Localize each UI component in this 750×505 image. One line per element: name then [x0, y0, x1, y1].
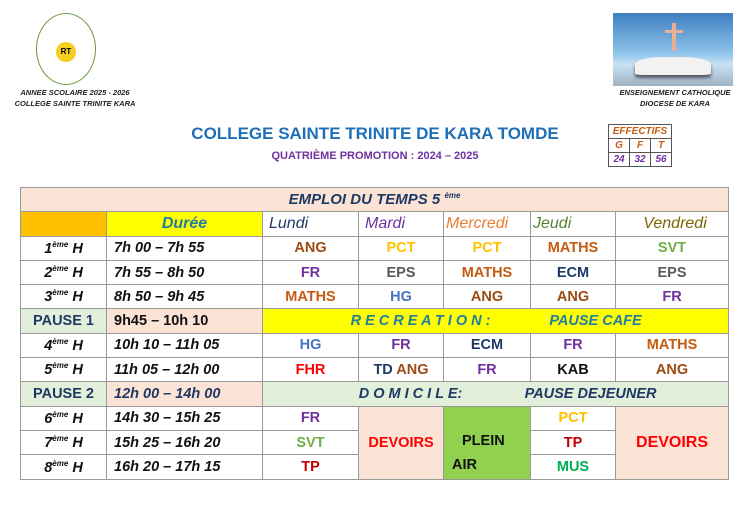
devoirs-cell: DEVOIRS: [359, 406, 444, 479]
subject-cell: PCT: [531, 406, 616, 430]
subject-cell: FR: [359, 333, 444, 357]
subject-cell: FR: [263, 260, 359, 284]
subject-cell: MATHS: [444, 260, 531, 284]
time-slot: 11h 05 – 12h 00: [107, 358, 263, 382]
subject-cell: FR: [263, 406, 359, 430]
hour-label: 6ème H: [21, 406, 107, 430]
hour-label: 3ème H: [21, 285, 107, 309]
recreation-banner: R E C R E A T I O N : PAUSE CAFE: [263, 309, 729, 333]
subject-cell: ANG: [531, 285, 616, 309]
time-slot: 14h 30 – 15h 25: [107, 406, 263, 430]
subject-cell: HG: [263, 333, 359, 357]
cross-bar: [665, 30, 683, 33]
time-slot: 16h 20 – 17h 15: [107, 455, 263, 479]
hour-label: 7ème H: [21, 430, 107, 454]
time-slot: 8h 50 – 9h 45: [107, 285, 263, 309]
hour-label: 8ème H: [21, 455, 107, 479]
effectif-col: F: [630, 139, 651, 153]
effectif-value: 24: [609, 153, 630, 167]
time-slot: 10h 10 – 11h 05: [107, 333, 263, 357]
pause1-label: PAUSE 1: [21, 309, 107, 333]
corner-cell: [21, 212, 107, 236]
timetable-title: EMPLOI DU TEMPS 5 $^{ème}$: [21, 188, 729, 212]
duree-header: Durée: [107, 212, 263, 236]
time-slot: 15h 25 – 16h 20: [107, 430, 263, 454]
page-subtitle: QUATRIÈME PROMOTION : 2024 – 2025: [271, 150, 479, 162]
school-logo: [36, 13, 96, 85]
domicile-banner: D O M I C I L E: PAUSE DEJEUNER: [263, 382, 729, 406]
hour-label: 2ème H: [21, 260, 107, 284]
effectif-col: G: [609, 139, 630, 153]
timetable: [20, 187, 729, 480]
subject-cell: HG: [359, 285, 444, 309]
pause1-time: 9h45 – 10h 10: [107, 309, 263, 333]
subject-cell: ECM: [531, 260, 616, 284]
subject-cell: FHR: [263, 358, 359, 382]
diocese-line2: DIOCESE DE KARA: [639, 99, 710, 108]
pause2-time: 12h 00 – 14h 00: [107, 382, 263, 406]
cross-icon: [672, 23, 676, 51]
day-header: Vendredi: [616, 212, 729, 236]
subject-cell: EPS: [359, 260, 444, 284]
logo-monogram: RT: [56, 42, 76, 62]
effectifs-label: EFFECTIFS: [609, 125, 672, 139]
subject-cell: FR: [616, 285, 729, 309]
book-icon: [635, 57, 711, 75]
day-header: Mercredi: [444, 212, 531, 236]
subject-cell: ANG: [444, 285, 531, 309]
plein-air-cell: PLEIN AIR: [444, 406, 531, 479]
time-slot: 7h 00 – 7h 55: [107, 236, 263, 260]
hour-label: 5ème H: [21, 358, 107, 382]
effectifs-table: [608, 124, 672, 167]
subject-cell: FR: [531, 333, 616, 357]
pause2-label: PAUSE 2: [21, 382, 107, 406]
subject-cell: MATHS: [531, 236, 616, 260]
subject-cell: PCT: [444, 236, 531, 260]
subject-cell: EPS: [616, 260, 729, 284]
day-header: Mardi: [359, 212, 444, 236]
hour-label: 1ème H: [21, 236, 107, 260]
subject-cell: TP: [263, 455, 359, 479]
subject-cell: MATHS: [263, 285, 359, 309]
day-header: Lundi: [263, 212, 359, 236]
subject-cell: KAB: [531, 358, 616, 382]
subject-cell: TP: [531, 430, 616, 454]
time-slot: 7h 55 – 8h 50: [107, 260, 263, 284]
hour-label: 4ème H: [21, 333, 107, 357]
subject-cell: MATHS: [616, 333, 729, 357]
day-header: Jeudi: [531, 212, 616, 236]
subject-cell: ANG: [616, 358, 729, 382]
subject-cell: ECM: [444, 333, 531, 357]
page-title: COLLEGE SAINTE TRINITE DE KARA TOMDE: [191, 124, 559, 143]
diocese-line1: ENSEIGNEMENT CATHOLIQUE: [619, 88, 731, 97]
subject-cell: FR: [444, 358, 531, 382]
subject-cell: SVT: [616, 236, 729, 260]
school-name-small: COLLEGE SAINTE TRINITE KARA: [14, 99, 136, 108]
effectif-value: 32: [630, 153, 651, 167]
subject-cell: PCT: [359, 236, 444, 260]
subject-cell: TD ANG: [359, 358, 444, 382]
subject-cell: MUS: [531, 455, 616, 479]
catholic-image: [613, 13, 733, 86]
school-year: ANNEE SCOLAIRE 2025 - 2026: [20, 88, 130, 97]
effectif-col: T: [651, 139, 672, 153]
subject-cell: ANG: [263, 236, 359, 260]
effectif-value: 56: [651, 153, 672, 167]
subject-cell: SVT: [263, 430, 359, 454]
devoirs-cell: DEVOIRS: [616, 406, 729, 479]
